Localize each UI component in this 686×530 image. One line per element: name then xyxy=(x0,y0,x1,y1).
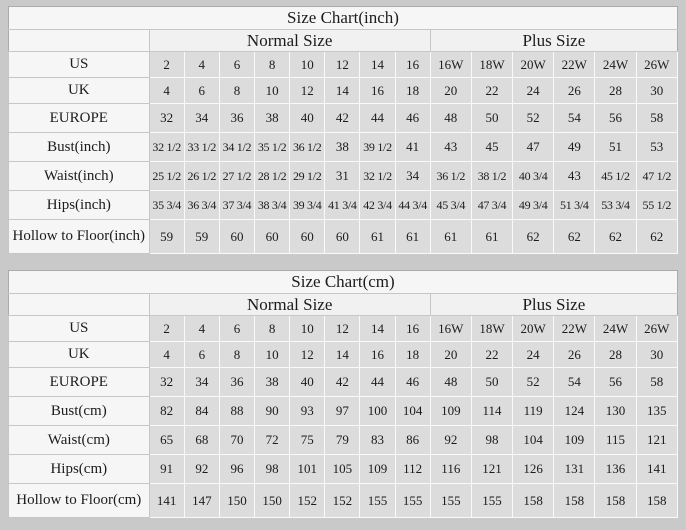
normal-size-header: Normal Size xyxy=(149,30,430,52)
value-cell: 155 xyxy=(395,484,430,518)
value-cell: 54 xyxy=(554,104,595,133)
value-cell: 52 xyxy=(513,368,554,397)
value-cell: 32 1/2 xyxy=(360,162,395,191)
value-cell: 45 1/2 xyxy=(595,162,636,191)
table-row xyxy=(9,397,678,426)
row-label: Bust(inch) xyxy=(9,133,150,162)
value-cell: 60 xyxy=(290,220,325,254)
value-cell: 51 xyxy=(595,133,636,162)
row-label: Waist(cm) xyxy=(9,426,150,455)
value-cell: 6 xyxy=(219,52,254,78)
value-cell: 121 xyxy=(636,426,677,455)
row-label: US xyxy=(9,52,150,78)
value-cell: 100 xyxy=(360,397,395,426)
value-cell: 36 3/4 xyxy=(184,191,219,220)
value-cell: 97 xyxy=(325,397,360,426)
value-cell: 135 xyxy=(636,397,677,426)
table-row xyxy=(9,52,678,78)
value-cell: 58 xyxy=(636,104,677,133)
value-cell: 98 xyxy=(471,426,512,455)
value-cell: 36 xyxy=(219,368,254,397)
value-cell: 141 xyxy=(636,455,677,484)
value-cell: 70 xyxy=(219,426,254,455)
value-cell: 18W xyxy=(471,316,512,342)
value-cell: 36 1/2 xyxy=(290,133,325,162)
table-row xyxy=(9,162,678,191)
value-cell: 82 xyxy=(149,397,184,426)
value-cell: 61 xyxy=(430,220,471,254)
table-row xyxy=(9,484,678,518)
value-cell: 38 xyxy=(255,104,290,133)
table-row xyxy=(9,316,678,342)
value-cell: 109 xyxy=(430,397,471,426)
table-row xyxy=(9,455,678,484)
value-cell: 53 3/4 xyxy=(595,191,636,220)
value-cell: 91 xyxy=(149,455,184,484)
value-cell: 41 3/4 xyxy=(325,191,360,220)
value-cell: 25 1/2 xyxy=(149,162,184,191)
value-cell: 136 xyxy=(595,455,636,484)
row-label: Hollow to Floor(cm) xyxy=(9,484,150,518)
value-cell: 10 xyxy=(290,316,325,342)
value-cell: 47 xyxy=(513,133,554,162)
value-cell: 83 xyxy=(360,426,395,455)
value-cell: 62 xyxy=(554,220,595,254)
cm-table-body xyxy=(9,316,678,518)
table-row xyxy=(9,78,678,104)
value-cell: 22W xyxy=(554,316,595,342)
value-cell: 45 xyxy=(471,133,512,162)
value-cell: 62 xyxy=(513,220,554,254)
value-cell: 38 1/2 xyxy=(471,162,512,191)
row-label: EUROPE xyxy=(9,104,150,133)
value-cell: 114 xyxy=(471,397,512,426)
value-cell: 34 1/2 xyxy=(219,133,254,162)
value-cell: 43 xyxy=(554,162,595,191)
value-cell: 6 xyxy=(184,342,219,368)
value-cell: 24W xyxy=(595,52,636,78)
value-cell: 105 xyxy=(325,455,360,484)
value-cell: 18 xyxy=(395,342,430,368)
group-header-row xyxy=(9,30,678,52)
table-row xyxy=(9,342,678,368)
value-cell: 90 xyxy=(255,397,290,426)
value-cell: 62 xyxy=(636,220,677,254)
value-cell: 44 xyxy=(360,368,395,397)
value-cell: 4 xyxy=(149,342,184,368)
value-cell: 16 xyxy=(395,316,430,342)
value-cell: 4 xyxy=(184,52,219,78)
row-label: UK xyxy=(9,342,150,368)
value-cell: 51 3/4 xyxy=(554,191,595,220)
value-cell: 4 xyxy=(184,316,219,342)
value-cell: 16 xyxy=(360,342,395,368)
value-cell: 37 3/4 xyxy=(219,191,254,220)
table-title: Size Chart(cm) xyxy=(9,271,678,294)
value-cell: 14 xyxy=(360,316,395,342)
value-cell: 68 xyxy=(184,426,219,455)
value-cell: 38 3/4 xyxy=(255,191,290,220)
value-cell: 60 xyxy=(325,220,360,254)
value-cell: 150 xyxy=(255,484,290,518)
value-cell: 28 xyxy=(595,342,636,368)
value-cell: 131 xyxy=(554,455,595,484)
value-cell: 26 1/2 xyxy=(184,162,219,191)
value-cell: 152 xyxy=(325,484,360,518)
plus-size-header: Plus Size xyxy=(430,294,677,316)
value-cell: 32 xyxy=(149,368,184,397)
value-cell: 141 xyxy=(149,484,184,518)
value-cell: 55 1/2 xyxy=(636,191,677,220)
value-cell: 56 xyxy=(595,368,636,397)
value-cell: 60 xyxy=(255,220,290,254)
row-label: Hips(inch) xyxy=(9,191,150,220)
size-chart-inch-table xyxy=(8,6,678,254)
value-cell: 39 3/4 xyxy=(290,191,325,220)
value-cell: 92 xyxy=(430,426,471,455)
value-cell: 16 xyxy=(395,52,430,78)
value-cell: 158 xyxy=(554,484,595,518)
value-cell: 42 xyxy=(325,104,360,133)
value-cell: 14 xyxy=(360,52,395,78)
value-cell: 10 xyxy=(255,342,290,368)
inch-table-body xyxy=(9,52,678,254)
value-cell: 14 xyxy=(325,78,360,104)
table-row xyxy=(9,133,678,162)
value-cell: 20 xyxy=(430,78,471,104)
value-cell: 155 xyxy=(430,484,471,518)
value-cell: 4 xyxy=(149,78,184,104)
value-cell: 34 xyxy=(184,104,219,133)
value-cell: 33 1/2 xyxy=(184,133,219,162)
value-cell: 40 3/4 xyxy=(513,162,554,191)
value-cell: 43 xyxy=(430,133,471,162)
value-cell: 41 xyxy=(395,133,430,162)
row-label: UK xyxy=(9,78,150,104)
value-cell: 119 xyxy=(513,397,554,426)
value-cell: 158 xyxy=(513,484,554,518)
value-cell: 16W xyxy=(430,316,471,342)
value-cell: 10 xyxy=(255,78,290,104)
table-row xyxy=(9,191,678,220)
value-cell: 54 xyxy=(554,368,595,397)
value-cell: 124 xyxy=(554,397,595,426)
row-label: Bust(cm) xyxy=(9,397,150,426)
value-cell: 20W xyxy=(513,316,554,342)
value-cell: 10 xyxy=(290,52,325,78)
value-cell: 35 3/4 xyxy=(149,191,184,220)
value-cell: 52 xyxy=(513,104,554,133)
value-cell: 45 3/4 xyxy=(430,191,471,220)
value-cell: 8 xyxy=(219,78,254,104)
value-cell: 20W xyxy=(513,52,554,78)
value-cell: 34 xyxy=(395,162,430,191)
value-cell: 130 xyxy=(595,397,636,426)
value-cell: 30 xyxy=(636,78,677,104)
value-cell: 2 xyxy=(149,316,184,342)
value-cell: 26 xyxy=(554,342,595,368)
value-cell: 50 xyxy=(471,104,512,133)
value-cell: 46 xyxy=(395,368,430,397)
value-cell: 115 xyxy=(595,426,636,455)
value-cell: 44 xyxy=(360,104,395,133)
value-cell: 38 xyxy=(325,133,360,162)
value-cell: 26 xyxy=(554,78,595,104)
value-cell: 104 xyxy=(513,426,554,455)
value-cell: 32 1/2 xyxy=(149,133,184,162)
table-row xyxy=(9,426,678,455)
corner-cell xyxy=(9,30,150,52)
value-cell: 42 3/4 xyxy=(360,191,395,220)
value-cell: 8 xyxy=(219,342,254,368)
value-cell: 29 1/2 xyxy=(290,162,325,191)
value-cell: 40 xyxy=(290,368,325,397)
value-cell: 49 xyxy=(554,133,595,162)
normal-size-header: Normal Size xyxy=(149,294,430,316)
value-cell: 28 1/2 xyxy=(255,162,290,191)
value-cell: 6 xyxy=(219,316,254,342)
value-cell: 152 xyxy=(290,484,325,518)
value-cell: 38 xyxy=(255,368,290,397)
table-row xyxy=(9,104,678,133)
value-cell: 47 1/2 xyxy=(636,162,677,191)
value-cell: 150 xyxy=(219,484,254,518)
value-cell: 18 xyxy=(395,78,430,104)
row-label: Waist(inch) xyxy=(9,162,150,191)
value-cell: 62 xyxy=(595,220,636,254)
row-label: US xyxy=(9,316,150,342)
value-cell: 27 1/2 xyxy=(219,162,254,191)
value-cell: 31 xyxy=(325,162,360,191)
corner-cell xyxy=(9,294,150,316)
value-cell: 75 xyxy=(290,426,325,455)
value-cell: 20 xyxy=(430,342,471,368)
value-cell: 61 xyxy=(395,220,430,254)
value-cell: 26W xyxy=(636,316,677,342)
row-label: Hips(cm) xyxy=(9,455,150,484)
value-cell: 30 xyxy=(636,342,677,368)
value-cell: 59 xyxy=(149,220,184,254)
value-cell: 112 xyxy=(395,455,430,484)
value-cell: 104 xyxy=(395,397,430,426)
value-cell: 109 xyxy=(360,455,395,484)
value-cell: 35 1/2 xyxy=(255,133,290,162)
value-cell: 53 xyxy=(636,133,677,162)
value-cell: 8 xyxy=(255,52,290,78)
value-cell: 93 xyxy=(290,397,325,426)
value-cell: 101 xyxy=(290,455,325,484)
value-cell: 16W xyxy=(430,52,471,78)
value-cell: 26W xyxy=(636,52,677,78)
value-cell: 12 xyxy=(290,342,325,368)
value-cell: 126 xyxy=(513,455,554,484)
table-title: Size Chart(inch) xyxy=(9,7,678,30)
value-cell: 121 xyxy=(471,455,512,484)
value-cell: 22 xyxy=(471,342,512,368)
size-chart-cm-table xyxy=(8,270,678,518)
value-cell: 36 xyxy=(219,104,254,133)
value-cell: 12 xyxy=(325,52,360,78)
value-cell: 48 xyxy=(430,104,471,133)
value-cell: 58 xyxy=(636,368,677,397)
value-cell: 147 xyxy=(184,484,219,518)
value-cell: 84 xyxy=(184,397,219,426)
value-cell: 24W xyxy=(595,316,636,342)
value-cell: 8 xyxy=(255,316,290,342)
value-cell: 155 xyxy=(360,484,395,518)
value-cell: 79 xyxy=(325,426,360,455)
value-cell: 61 xyxy=(471,220,512,254)
value-cell: 65 xyxy=(149,426,184,455)
value-cell: 92 xyxy=(184,455,219,484)
value-cell: 158 xyxy=(636,484,677,518)
value-cell: 22W xyxy=(554,52,595,78)
value-cell: 12 xyxy=(325,316,360,342)
value-cell: 18W xyxy=(471,52,512,78)
value-cell: 12 xyxy=(290,78,325,104)
value-cell: 88 xyxy=(219,397,254,426)
group-header-row xyxy=(9,294,678,316)
title-row xyxy=(9,7,678,30)
value-cell: 72 xyxy=(255,426,290,455)
value-cell: 6 xyxy=(184,78,219,104)
value-cell: 46 xyxy=(395,104,430,133)
row-label: Hollow to Floor(inch) xyxy=(9,220,150,254)
value-cell: 24 xyxy=(513,78,554,104)
table-row xyxy=(9,368,678,397)
value-cell: 47 3/4 xyxy=(471,191,512,220)
value-cell: 50 xyxy=(471,368,512,397)
value-cell: 44 3/4 xyxy=(395,191,430,220)
value-cell: 24 xyxy=(513,342,554,368)
value-cell: 40 xyxy=(290,104,325,133)
plus-size-header: Plus Size xyxy=(430,30,677,52)
value-cell: 116 xyxy=(430,455,471,484)
value-cell: 61 xyxy=(360,220,395,254)
title-row xyxy=(9,271,678,294)
value-cell: 22 xyxy=(471,78,512,104)
value-cell: 59 xyxy=(184,220,219,254)
value-cell: 109 xyxy=(554,426,595,455)
value-cell: 49 3/4 xyxy=(513,191,554,220)
value-cell: 28 xyxy=(595,78,636,104)
value-cell: 14 xyxy=(325,342,360,368)
value-cell: 39 1/2 xyxy=(360,133,395,162)
value-cell: 60 xyxy=(219,220,254,254)
value-cell: 86 xyxy=(395,426,430,455)
value-cell: 96 xyxy=(219,455,254,484)
value-cell: 42 xyxy=(325,368,360,397)
value-cell: 36 1/2 xyxy=(430,162,471,191)
value-cell: 48 xyxy=(430,368,471,397)
table-row xyxy=(9,220,678,254)
value-cell: 155 xyxy=(471,484,512,518)
value-cell: 158 xyxy=(595,484,636,518)
value-cell: 16 xyxy=(360,78,395,104)
value-cell: 34 xyxy=(184,368,219,397)
value-cell: 98 xyxy=(255,455,290,484)
value-cell: 32 xyxy=(149,104,184,133)
value-cell: 2 xyxy=(149,52,184,78)
row-label: EUROPE xyxy=(9,368,150,397)
value-cell: 56 xyxy=(595,104,636,133)
